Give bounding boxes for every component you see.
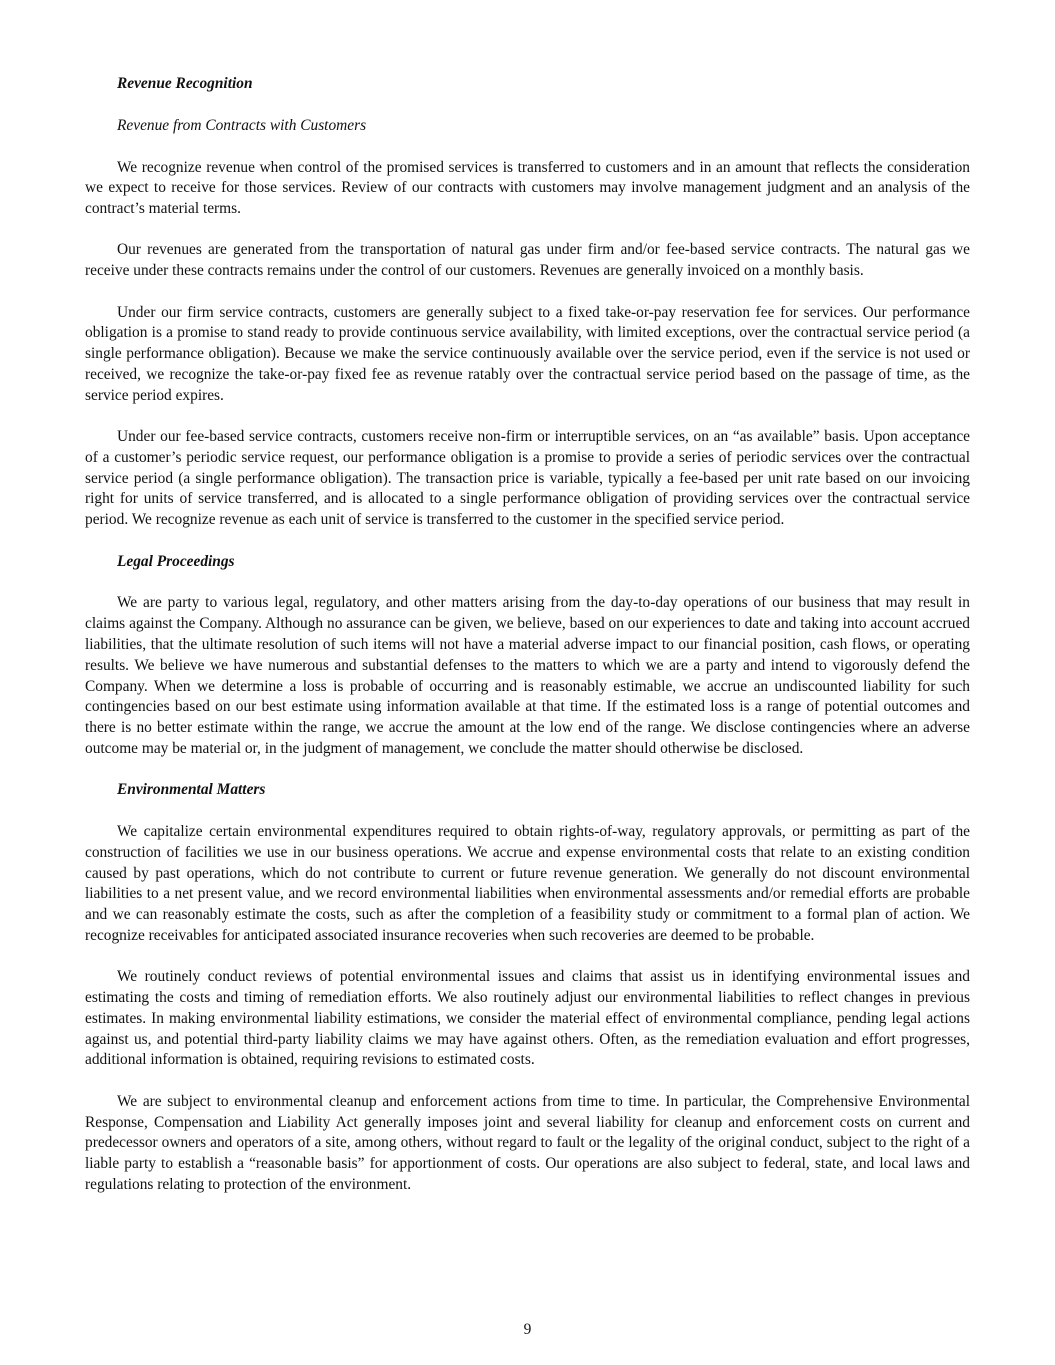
revenue-paragraph-4: Under our fee-based service contracts, customers receive non-firm or interruptible services, on an “as available” basis. Upon acceptance of a customer’s periodic service request, our performance obligation is a promise to provide a series of periodic services over the contractual service period (a single performance obligation). The transaction price is variable, typically a fee-based per unit rate based on our invoicing right for units of service transferred, and is allocated to a single performance obligation of providing services over the contractual service period. We recognize revenue as each unit of service is transferred to the customer in the specified service period. <box>85 428 970 529</box>
revenue-paragraph-3: Under our firm service contracts, customers are generally subject to a fixed take-or-pay reservation fee for services. Our performance obligation is a promise to stand ready to provide continuous service availability, with limited exceptions, over the contractual service period (a single performance obligation). Because we make the service continuously available over the service period, even if the service is not used or received, we recognize the take-or-pay fixed fee as revenue ratably over the contractual service period based on the passage of time, as the service period expires. <box>85 303 970 404</box>
environmental-paragraph-2: We routinely conduct reviews of potential environmental issues and claims that assist us in identifying environmental issues and estimating the costs and timing of remediation efforts. We also routinely adjust our environmental liabilities to reflect changes in previous estimates. In making environmental liability estimations, we consider the material effect of environmental compliance, pending legal actions against us, and potential third-party liability claims we may have against others. Often, as the remediation evaluation and effort progresses, additional information is obtained, requiring revisions to estimated costs. <box>85 968 970 1069</box>
legal-proceedings-heading: Legal Proceedings <box>117 552 235 570</box>
document-body <box>85 74 970 1196</box>
revenue-contracts-subheading: Revenue from Contracts with Customers <box>117 116 367 134</box>
environmental-matters-heading: Environmental Matters <box>117 781 266 799</box>
environmental-paragraph-1: We capitalize certain environmental expenditures required to obtain rights-of-way, regulatory approvals, or permitting as part of the construction of facilities we use in our business operations. We accrue and expense environmental costs that relate to an existing condition caused by past operations, which do not contribute to current or future revenue generation. We generally do not discount environmental liabilities to a net present value, and we record environmental liabilities when environmental assessments and/or remedial efforts are probable and we can reasonably estimate the costs, such as after the completion of a feasibility study or commitment to a formal plan of action. We recognize receivables for anticipated associated insurance recoveries when such recoveries are deemed to be probable. <box>85 823 970 944</box>
revenue-paragraph-2: Our revenues are generated from the transportation of natural gas under firm and/or fee-based service contracts. The natural gas we receive under these contracts remains under the control of our customers. Revenues are generally invoiced on a monthly basis. <box>85 241 970 280</box>
revenue-paragraph-1: We recognize revenue when control of the promised services is transferred to customers and in an amount that reflects the consideration we expect to receive for those services. Review of our contracts with customers may involve management judgment and an analysis of the contract’s material terms. <box>85 158 970 218</box>
environmental-paragraph-3: We are subject to environmental cleanup and enforcement actions from time to time. In particular, the Comprehensive Environmental Response, Compensation and Liability Act generally imposes joint and several liability for cleanup and enforcement costs on current and predecessor owners and operators of a site, among others, without regard to fault or the legality of the original conduct, subject to the right of a liable party to establish a “reasonable basis” for apportionment of costs. Our operations are also subject to federal, state, and local laws and regulations relating to protection of the environment. <box>85 1092 970 1193</box>
page-number: 9 <box>523 1321 532 1338</box>
revenue-recognition-heading: Revenue Recognition <box>117 75 253 92</box>
legal-paragraph-1: We are party to various legal, regulatory, and other matters arising from the day-to-day operations of our business that may result in claims against the Company. Although no assurance can be given, we believe, based on our experiences to date and taking into account accrued liabilities, that the ultimate resolution of such items will not have a material adverse impact to our financial position, cash flows, or operating results. We believe we have numerous and substantial defenses to the matters to which we are a party and intend to vigorously defend the Company. When we determine a loss is probable of occurring and is reasonably estimable, we accrue an undiscounted liability for such contingencies based on our best estimate using information available at that time. If the estimated loss is a range of potential outcomes and there is no better estimate within the range, we accrue the amount at the low end of the range. We disclose contingencies where an adverse outcome may be material or, in the judgment of management, we conclude the matter should otherwise be disclosed. <box>85 594 970 757</box>
